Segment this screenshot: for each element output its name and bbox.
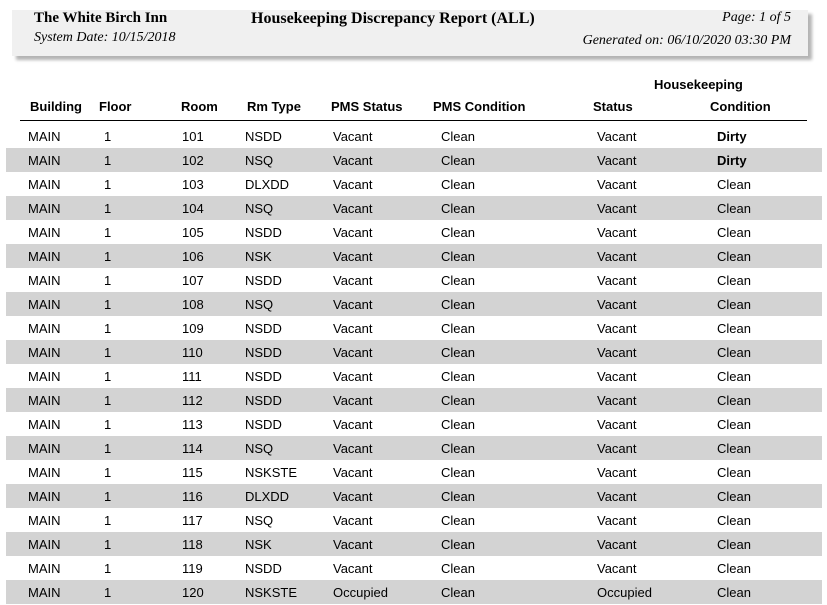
cell-floor: 1 xyxy=(104,153,112,168)
cell-building: MAIN xyxy=(28,369,61,384)
cell-floor: 1 xyxy=(104,321,112,336)
cell-floor: 1 xyxy=(104,441,112,456)
table-row xyxy=(6,556,822,580)
cell-rm-type: NSDD xyxy=(245,273,282,288)
cell-building: MAIN xyxy=(28,177,61,192)
cell-hk-condition: Clean xyxy=(717,345,751,360)
table-row xyxy=(6,196,822,220)
cell-hk-condition: Clean xyxy=(717,297,751,312)
cell-pms-status: Vacant xyxy=(333,129,373,144)
cell-hk-status: Vacant xyxy=(597,201,637,216)
cell-room: 115 xyxy=(182,465,203,480)
cell-floor: 1 xyxy=(104,465,112,480)
cell-pms-condition: Clean xyxy=(441,465,475,480)
cell-rm-type: NSDD xyxy=(245,393,282,408)
cell-hk-condition: Clean xyxy=(717,177,751,192)
generated-on: Generated on: 06/10/2020 03:30 PM xyxy=(582,33,791,48)
cell-pms-condition: Clean xyxy=(441,129,475,144)
cell-pms-status: Vacant xyxy=(333,201,373,216)
cell-pms-status: Vacant xyxy=(333,273,373,288)
cell-room: 104 xyxy=(182,201,204,216)
cell-room: 113 xyxy=(182,417,203,432)
cell-hk-condition: Clean xyxy=(717,561,751,576)
cell-rm-type: NSQ xyxy=(245,297,274,312)
cell-floor: 1 xyxy=(104,273,112,288)
cell-room: 119 xyxy=(182,561,203,576)
cell-building: MAIN xyxy=(28,225,61,240)
cell-floor: 1 xyxy=(104,393,112,408)
cell-hk-condition: Clean xyxy=(717,489,751,504)
cell-pms-status: Vacant xyxy=(333,513,373,528)
cell-hk-status: Vacant xyxy=(597,273,637,288)
cell-room: 101 xyxy=(182,129,204,144)
cell-building: MAIN xyxy=(28,513,61,528)
cell-hk-condition: Dirty xyxy=(717,153,747,168)
table-row xyxy=(6,388,822,412)
cell-pms-condition: Clean xyxy=(441,537,475,552)
col-header-rm-type: Rm Type xyxy=(247,99,301,114)
cell-hk-condition: Clean xyxy=(717,249,751,264)
report-table-body xyxy=(6,124,822,604)
cell-hk-condition: Clean xyxy=(717,441,751,456)
cell-building: MAIN xyxy=(28,129,61,144)
cell-hk-condition: Dirty xyxy=(717,129,747,144)
table-row xyxy=(6,484,822,508)
cell-rm-type: NSKSTE xyxy=(245,465,298,480)
cell-room: 112 xyxy=(182,393,203,408)
col-header-hk-status: Status xyxy=(593,99,633,114)
cell-room: 107 xyxy=(182,273,204,288)
cell-pms-status: Vacant xyxy=(333,249,373,264)
cell-room: 118 xyxy=(182,537,203,552)
cell-pms-status: Vacant xyxy=(333,225,373,240)
cell-rm-type: DLXDD xyxy=(245,177,290,192)
col-header-building: Building xyxy=(30,99,82,114)
cell-pms-condition: Clean xyxy=(441,249,475,264)
cell-building: MAIN xyxy=(28,441,61,456)
cell-hk-status: Vacant xyxy=(597,321,637,336)
cell-hk-status: Vacant xyxy=(597,465,637,480)
cell-hk-condition: Clean xyxy=(717,513,751,528)
inn-name: The White Birch Inn xyxy=(34,10,168,26)
cell-room: 108 xyxy=(182,297,204,312)
cell-floor: 1 xyxy=(104,513,112,528)
cell-pms-condition: Clean xyxy=(441,513,475,528)
table-row xyxy=(6,412,822,436)
cell-pms-status: Occupied xyxy=(333,585,388,600)
table-row xyxy=(6,340,822,364)
cell-hk-condition: Clean xyxy=(717,465,751,480)
cell-hk-status: Vacant xyxy=(597,513,637,528)
cell-hk-status: Vacant xyxy=(597,441,637,456)
cell-rm-type: NSDD xyxy=(245,129,282,144)
cell-room: 111 xyxy=(182,369,202,384)
cell-building: MAIN xyxy=(28,393,61,408)
cell-hk-condition: Clean xyxy=(717,393,751,408)
cell-pms-status: Vacant xyxy=(333,465,373,480)
cell-pms-status: Vacant xyxy=(333,321,373,336)
table-row xyxy=(6,148,822,172)
cell-hk-condition: Clean xyxy=(717,225,751,240)
cell-room: 110 xyxy=(182,345,203,360)
col-header-floor: Floor xyxy=(99,99,132,114)
table-row xyxy=(6,316,822,340)
cell-room: 102 xyxy=(182,153,204,168)
cell-rm-type: NSDD xyxy=(245,225,282,240)
cell-pms-condition: Clean xyxy=(441,441,475,456)
table-row xyxy=(6,460,822,484)
cell-pms-status: Vacant xyxy=(333,345,373,360)
cell-pms-status: Vacant xyxy=(333,393,373,408)
table-row xyxy=(6,580,822,604)
cell-hk-status: Vacant xyxy=(597,153,637,168)
cell-building: MAIN xyxy=(28,537,61,552)
cell-rm-type: NSDD xyxy=(245,321,282,336)
cell-hk-condition: Clean xyxy=(717,201,751,216)
col-header-pms-status: PMS Status xyxy=(331,99,403,114)
cell-floor: 1 xyxy=(104,537,112,552)
system-date: System Date: 10/15/2018 xyxy=(34,30,176,45)
col-header-hk-condition: Condition xyxy=(710,99,771,114)
table-row xyxy=(6,508,822,532)
cell-building: MAIN xyxy=(28,201,61,216)
cell-building: MAIN xyxy=(28,465,61,480)
col-header-housekeeping-group: Housekeeping xyxy=(654,77,743,92)
cell-hk-status: Vacant xyxy=(597,393,637,408)
cell-pms-condition: Clean xyxy=(441,489,475,504)
cell-building: MAIN xyxy=(28,297,61,312)
cell-rm-type: DLXDD xyxy=(245,489,290,504)
cell-room: 114 xyxy=(182,441,203,456)
table-row xyxy=(6,292,822,316)
table-row xyxy=(6,220,822,244)
table-row xyxy=(6,436,822,460)
cell-pms-condition: Clean xyxy=(441,177,475,192)
cell-floor: 1 xyxy=(104,297,112,312)
header-divider xyxy=(20,120,807,121)
cell-building: MAIN xyxy=(28,489,61,504)
cell-hk-status: Vacant xyxy=(597,249,637,264)
cell-pms-status: Vacant xyxy=(333,441,373,456)
cell-hk-status: Vacant xyxy=(597,561,637,576)
table-row xyxy=(6,364,822,388)
cell-building: MAIN xyxy=(28,417,61,432)
cell-pms-condition: Clean xyxy=(441,225,475,240)
cell-pms-status: Vacant xyxy=(333,369,373,384)
cell-building: MAIN xyxy=(28,345,61,360)
cell-hk-status: Vacant xyxy=(597,369,637,384)
cell-hk-condition: Clean xyxy=(717,273,751,288)
cell-rm-type: NSK xyxy=(245,249,272,264)
report-title: Housekeeping Discrepancy Report (ALL) xyxy=(251,10,535,27)
cell-hk-condition: Clean xyxy=(717,369,751,384)
cell-building: MAIN xyxy=(28,561,61,576)
cell-pms-condition: Clean xyxy=(441,153,475,168)
cell-floor: 1 xyxy=(104,249,112,264)
cell-pms-status: Vacant xyxy=(333,153,373,168)
cell-rm-type: NSK xyxy=(245,537,272,552)
cell-rm-type: NSDD xyxy=(245,345,282,360)
cell-room: 117 xyxy=(182,513,203,528)
cell-rm-type: NSQ xyxy=(245,441,274,456)
cell-pms-condition: Clean xyxy=(441,417,475,432)
col-header-pms-condition: PMS Condition xyxy=(433,99,526,114)
cell-hk-status: Vacant xyxy=(597,297,637,312)
cell-pms-status: Vacant xyxy=(333,537,373,552)
cell-hk-condition: Clean xyxy=(717,321,751,336)
cell-hk-condition: Clean xyxy=(717,417,751,432)
cell-pms-condition: Clean xyxy=(441,393,475,408)
cell-building: MAIN xyxy=(28,153,61,168)
cell-hk-status: Vacant xyxy=(597,489,637,504)
cell-rm-type: NSKSTE xyxy=(245,585,298,600)
cell-pms-condition: Clean xyxy=(441,273,475,288)
cell-pms-condition: Clean xyxy=(441,321,475,336)
cell-pms-status: Vacant xyxy=(333,561,373,576)
cell-hk-condition: Clean xyxy=(717,537,751,552)
cell-hk-status: Vacant xyxy=(597,345,637,360)
cell-hk-status: Vacant xyxy=(597,537,637,552)
cell-hk-status: Vacant xyxy=(597,129,637,144)
cell-rm-type: NSQ xyxy=(245,513,274,528)
cell-floor: 1 xyxy=(104,225,112,240)
cell-pms-condition: Clean xyxy=(441,585,475,600)
cell-pms-condition: Clean xyxy=(441,369,475,384)
cell-floor: 1 xyxy=(104,585,112,600)
cell-pms-condition: Clean xyxy=(441,561,475,576)
cell-pms-condition: Clean xyxy=(441,297,475,312)
cell-pms-status: Vacant xyxy=(333,177,373,192)
report-header xyxy=(12,10,808,56)
cell-floor: 1 xyxy=(104,489,112,504)
cell-rm-type: NSDD xyxy=(245,417,282,432)
cell-floor: 1 xyxy=(104,417,112,432)
cell-room: 106 xyxy=(182,249,204,264)
cell-hk-status: Occupied xyxy=(597,585,652,600)
cell-building: MAIN xyxy=(28,249,61,264)
cell-floor: 1 xyxy=(104,345,112,360)
page-indicator: Page: 1 of 5 xyxy=(722,10,791,25)
cell-pms-condition: Clean xyxy=(441,201,475,216)
table-row xyxy=(6,268,822,292)
cell-building: MAIN xyxy=(28,585,61,600)
cell-hk-status: Vacant xyxy=(597,225,637,240)
cell-room: 103 xyxy=(182,177,204,192)
cell-floor: 1 xyxy=(104,177,112,192)
cell-pms-status: Vacant xyxy=(333,297,373,312)
cell-room: 105 xyxy=(182,225,204,240)
cell-building: MAIN xyxy=(28,321,61,336)
cell-rm-type: NSDD xyxy=(245,561,282,576)
table-row xyxy=(6,124,822,148)
cell-rm-type: NSQ xyxy=(245,201,274,216)
cell-floor: 1 xyxy=(104,561,112,576)
cell-pms-status: Vacant xyxy=(333,417,373,432)
cell-room: 120 xyxy=(182,585,204,600)
cell-pms-condition: Clean xyxy=(441,345,475,360)
cell-floor: 1 xyxy=(104,369,112,384)
cell-pms-status: Vacant xyxy=(333,489,373,504)
cell-hk-condition: Clean xyxy=(717,585,751,600)
col-header-room: Room xyxy=(181,99,218,114)
cell-hk-status: Vacant xyxy=(597,417,637,432)
table-row xyxy=(6,244,822,268)
cell-hk-status: Vacant xyxy=(597,177,637,192)
cell-building: MAIN xyxy=(28,273,61,288)
cell-floor: 1 xyxy=(104,201,112,216)
cell-floor: 1 xyxy=(104,129,112,144)
cell-rm-type: NSDD xyxy=(245,369,282,384)
cell-room: 116 xyxy=(182,489,203,504)
table-row xyxy=(6,172,822,196)
cell-rm-type: NSQ xyxy=(245,153,274,168)
cell-room: 109 xyxy=(182,321,204,336)
table-row xyxy=(6,532,822,556)
